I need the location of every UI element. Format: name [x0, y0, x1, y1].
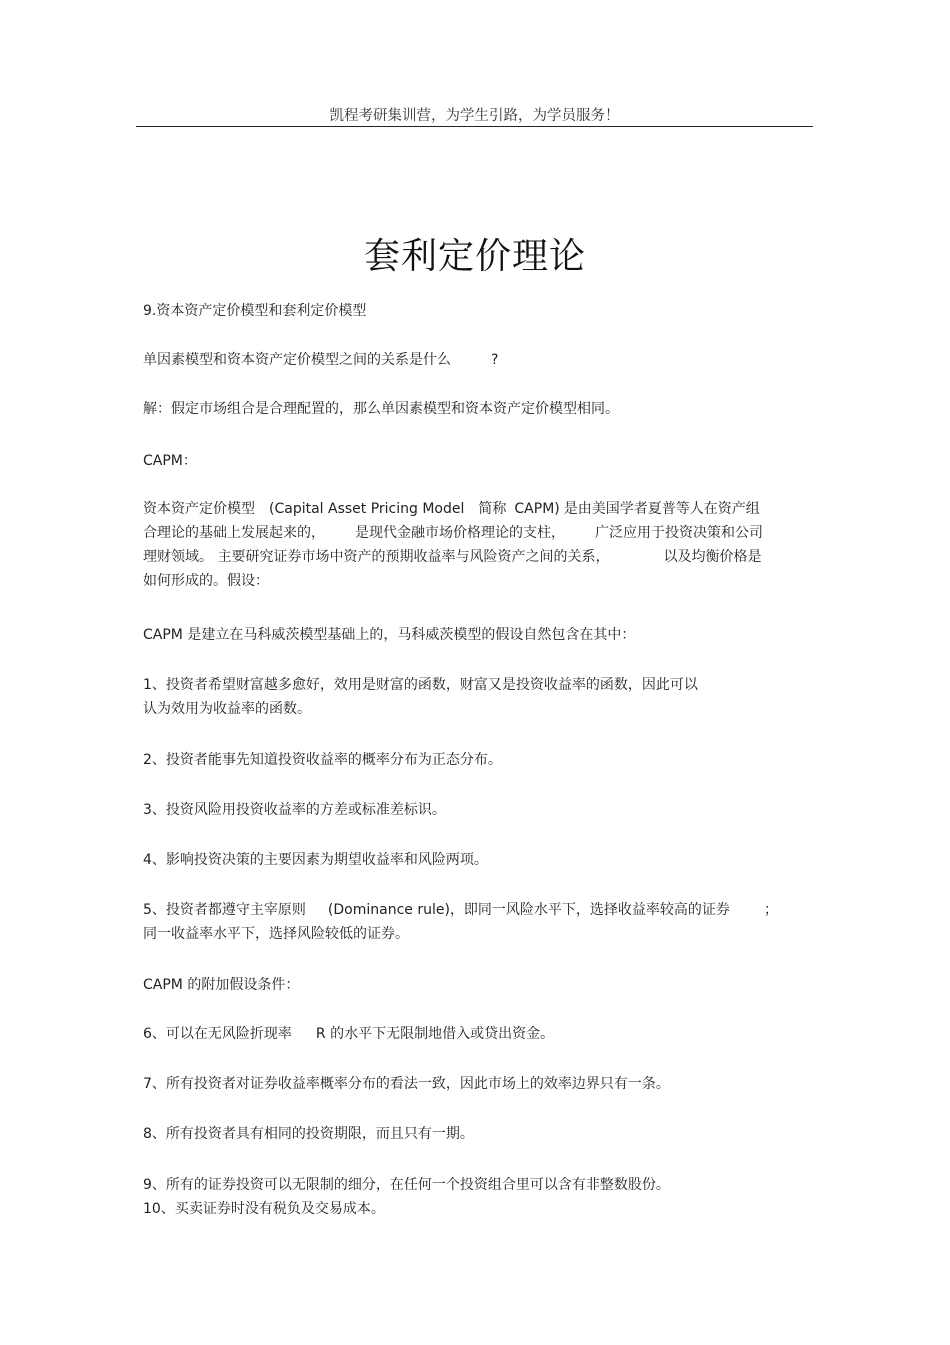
capm-intro-l1d: CAPM)	[514, 501, 560, 517]
capm-intro-line-2	[143, 521, 763, 545]
capm-intro-line-4: 如何形成的。假设：	[143, 573, 269, 589]
question-mark: ?	[491, 352, 499, 368]
capm-intro-l1a: 资本资产定价模型	[143, 501, 255, 517]
assumption-4: 4、影响投资决策的主要因素为期望收益率和风险两项。	[143, 852, 488, 868]
assumption-5-line-1	[143, 898, 778, 922]
answer-paragraph: 解：假定市场组合是合理配置的，那么单因素模型和资本资产定价模型相同。	[143, 401, 619, 417]
capm-basis-paragraph: CAPM 是建立在马科威茨模型基础上的，马科威茨模型的假设自然包含在其中：	[143, 627, 636, 643]
assumption-1-line-1: 1、投资者希望财富越多愈好，效用是财富的函数，财富又是投资收益率的函数，因此可以	[143, 677, 698, 693]
capm-intro-l3b: 以及均衡价格是	[663, 549, 762, 565]
header-divider	[136, 126, 813, 127]
assumption-5-line-2: 同一收益率水平下，选择风险较低的证券。	[143, 926, 409, 942]
document-title: 套利定价理论	[363, 236, 586, 277]
section-heading: 9.资本资产定价模型和套利定价模型	[143, 303, 367, 319]
capm-intro-l2a: 合理论的基础上发展起来的，	[143, 525, 325, 541]
capm-intro-l1b: (Capital Asset Pricing Model	[269, 501, 465, 517]
capm-label: CAPM：	[143, 453, 197, 469]
assumption-1	[143, 673, 698, 721]
assumption-3: 3、投资风险用投资收益率的方差或标准差标识。	[143, 802, 446, 818]
assumption-6-a: 6、可以在无风险折现率	[143, 1026, 292, 1042]
capm-intro-l1c: 简称	[478, 501, 507, 517]
assumption-10: 10、买卖证券时没有税负及交易成本。	[143, 1201, 385, 1217]
assumption-5-c: ；	[763, 902, 778, 918]
capm-intro-l2c: 广泛应用于投资决策和公司	[595, 525, 763, 541]
capm-intro-line-1	[143, 497, 763, 521]
assumption-2: 2、投资者能事先知道投资收益率的概率分布为正态分布。	[143, 752, 502, 768]
assumption-7: 7、所有投资者对证券收益率概率分布的看法一致，因此市场上的效率边界只有一条。	[143, 1076, 670, 1092]
assumption-5-b: (Dominance rule)，即同一风险水平下，选择收益率较高的证券	[327, 902, 730, 918]
page-header: 凯程考研集训营，为学生引路，为学员服务！	[329, 108, 620, 124]
question-text: 单因素模型和资本资产定价模型之间的关系是什么	[143, 352, 451, 368]
assumption-6	[143, 1022, 554, 1046]
capm-intro-paragraph	[143, 497, 763, 593]
assumption-1-line-2: 认为效用为收益率的函数。	[143, 701, 311, 717]
assumption-5-a: 5、投资者都遵守主宰原则	[143, 902, 306, 918]
capm-extra-heading: CAPM 的附加假设条件：	[143, 977, 300, 993]
question-paragraph	[143, 348, 498, 372]
assumption-5	[143, 898, 778, 946]
assumption-8: 8、所有投资者具有相同的投资期限，而且只有一期。	[143, 1126, 474, 1142]
assumption-6-b: R 的水平下无限制地借入或贷出资金。	[315, 1026, 555, 1042]
capm-intro-line-3	[143, 545, 763, 569]
assumption-9: 9、所有的证券投资可以无限制的细分，在任何一个投资组合里可以含有非整数股份。	[143, 1177, 670, 1193]
capm-intro-l2b: 是现代金融市场价格理论的支柱，	[355, 525, 565, 541]
capm-intro-l3a: 理财领域。 主要研究证券市场中资产的预期收益率与风险资产之间的关系，	[143, 549, 610, 565]
capm-intro-l1e: 是由美国学者夏普等人在资产组	[563, 501, 760, 517]
